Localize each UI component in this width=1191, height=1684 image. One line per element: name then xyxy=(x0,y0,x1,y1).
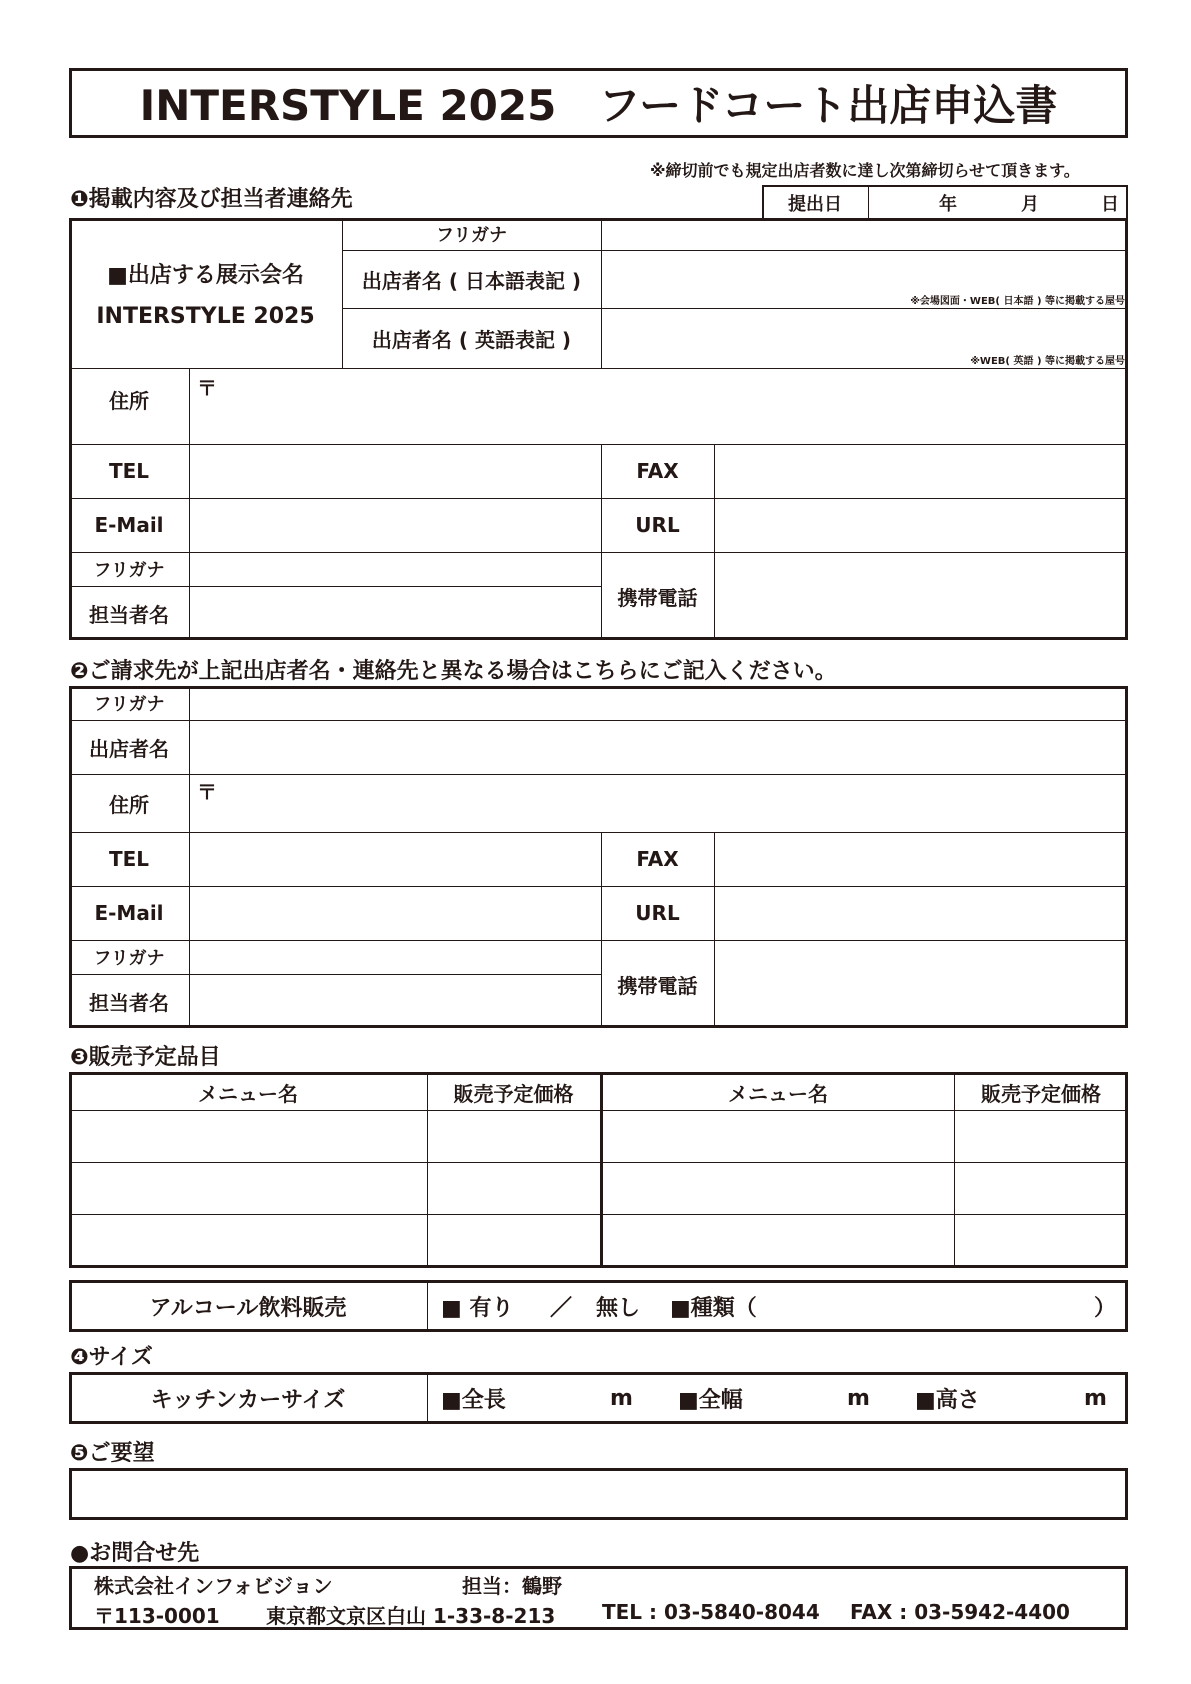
billing-contact-furigana-label: フリガナ xyxy=(93,948,165,969)
billing-url-label: URL xyxy=(635,901,680,925)
price-cell[interactable] xyxy=(430,1112,598,1161)
menu-cell[interactable] xyxy=(72,1112,425,1161)
section4-heading: ❹サイズ xyxy=(70,1345,153,1370)
submit-month: 月 xyxy=(1021,193,1039,215)
postal-mark: 〒 xyxy=(197,376,217,400)
deadline-notice: ※締切前でも規定出店者数に達し次第締切らせて頂きます。 xyxy=(650,161,1080,180)
kitchen-size-label: キッチンカーサイズ xyxy=(150,1387,346,1413)
contact-tel: TEL : 03-5840-8044 xyxy=(602,1600,820,1624)
alcohol-no-option[interactable]: 無し xyxy=(596,1295,641,1321)
billing-mobile-input[interactable] xyxy=(716,942,1125,1026)
section2-heading: ❷ご請求先が上記出店者名・連絡先と異なる場合はこちらにご記入ください。 xyxy=(70,659,837,684)
billing-address-label: 住所 xyxy=(109,792,149,817)
billing-tel-label: TEL xyxy=(108,847,150,871)
furigana-input[interactable] xyxy=(603,221,1125,249)
menu-cell[interactable] xyxy=(605,1112,952,1161)
width-input[interactable] xyxy=(752,1378,842,1418)
height-input[interactable] xyxy=(989,1378,1079,1418)
alcohol-yes-option[interactable]: ■ 有り xyxy=(441,1295,514,1321)
alcohol-type-close: ） xyxy=(1094,1295,1117,1321)
height-unit: m xyxy=(1084,1385,1107,1411)
furigana-label: フリガナ xyxy=(435,225,508,246)
price-cell[interactable] xyxy=(957,1216,1125,1265)
name-en-note: ※WEB( 英語 ) 等に掲載する屋号 xyxy=(970,356,1125,367)
menu-cell[interactable] xyxy=(72,1216,425,1265)
fax-input[interactable] xyxy=(716,446,1125,497)
billing-fax-input[interactable] xyxy=(716,834,1125,885)
email-input[interactable] xyxy=(191,500,599,551)
name-en-label: 出店者名 ( 英語表記 ) xyxy=(371,327,572,352)
billing-url-input[interactable] xyxy=(716,888,1125,939)
mobile-label: 携帯電話 xyxy=(617,585,698,610)
contact-fax: FAX : 03-5942-4400 xyxy=(850,1600,1070,1624)
billing-address-input[interactable] xyxy=(220,776,1125,831)
contact-furigana-label: フリガナ xyxy=(93,560,165,581)
length-input[interactable] xyxy=(515,1378,605,1418)
billing-tel-input[interactable] xyxy=(191,834,599,885)
address-label: 住所 xyxy=(109,388,149,413)
menu-header-right: メニュー名 xyxy=(728,1081,828,1106)
menu-header-left: メニュー名 xyxy=(198,1081,298,1106)
billing-contact-furigana-input[interactable] xyxy=(191,942,599,973)
alcohol-type-input[interactable] xyxy=(770,1286,1090,1326)
name-jp-note: ※会場図面・WEB( 日本語 ) 等に掲載する屋号 xyxy=(910,296,1125,307)
page-title: INTERSTYLE 2025 フードコート出店申込書 xyxy=(139,81,1058,130)
section1-heading: ❶掲載内容及び担当者連絡先 xyxy=(70,187,353,212)
contact-address: 東京都文京区白山 1-33-8-213 xyxy=(266,1604,556,1628)
price-header-left: 販売予定価格 xyxy=(453,1081,574,1106)
billing-mobile-label: 携帯電話 xyxy=(617,973,698,998)
submit-day: 日 xyxy=(1101,193,1119,215)
billing-contact-name-label: 担当者名 xyxy=(89,990,169,1015)
contact-name-input[interactable] xyxy=(191,588,599,638)
price-cell[interactable] xyxy=(430,1216,598,1265)
billing-furigana-label: フリガナ xyxy=(93,694,165,715)
width-label: ■全幅 xyxy=(678,1387,743,1413)
fax-label: FAX xyxy=(636,459,679,483)
length-label: ■全長 xyxy=(441,1387,506,1413)
billing-email-label: E-Mail xyxy=(94,901,164,925)
submit-year: 年 xyxy=(939,193,957,215)
alcohol-separator: ／ xyxy=(550,1295,573,1321)
contact-furigana-input[interactable] xyxy=(191,554,599,585)
requests-input[interactable] xyxy=(72,1471,1125,1517)
billing-fax-label: FAX xyxy=(636,847,679,871)
price-cell[interactable] xyxy=(957,1112,1125,1161)
exhibition-name: INTERSTYLE 2025 xyxy=(96,303,315,329)
alcohol-type-label: ■種類（ xyxy=(670,1295,757,1321)
tel-label: TEL xyxy=(108,459,150,483)
section5-heading: ❺ご要望 xyxy=(70,1441,155,1466)
width-unit: m xyxy=(847,1385,870,1411)
price-cell[interactable] xyxy=(430,1164,598,1213)
menu-cell[interactable] xyxy=(605,1164,952,1213)
name-jp-label: 出店者名 ( 日本語表記 ) xyxy=(361,268,582,293)
billing-postal-mark: 〒 xyxy=(197,780,217,804)
height-label: ■高さ xyxy=(915,1387,980,1413)
contact-name-label: 担当者名 xyxy=(89,602,169,627)
address-input[interactable] xyxy=(220,370,1125,442)
submit-date-label: 提出日 xyxy=(788,193,842,215)
tel-input[interactable] xyxy=(191,446,599,497)
section3-heading: ❸販売予定品目 xyxy=(70,1045,221,1070)
contact-heading: ●お問合せ先 xyxy=(70,1541,200,1566)
menu-cell[interactable] xyxy=(72,1164,425,1213)
billing-email-input[interactable] xyxy=(191,888,599,939)
email-label: E-Mail xyxy=(94,513,164,537)
url-label: URL xyxy=(635,513,680,537)
billing-name-input[interactable] xyxy=(191,722,1125,773)
exhibition-label: ■出店する展示会名 xyxy=(107,262,304,288)
url-input[interactable] xyxy=(716,500,1125,551)
billing-name-label: 出店者名 xyxy=(89,736,169,761)
contact-person: 担当：鶴野 xyxy=(462,1574,562,1598)
price-cell[interactable] xyxy=(957,1164,1125,1213)
submit-date-field[interactable] xyxy=(870,187,1126,218)
contact-postal: 〒113-0001 xyxy=(94,1604,220,1628)
billing-furigana-input[interactable] xyxy=(191,688,1125,719)
price-header-right: 販売予定価格 xyxy=(981,1081,1101,1106)
menu-cell[interactable] xyxy=(605,1216,952,1265)
length-unit: m xyxy=(610,1385,633,1411)
mobile-input[interactable] xyxy=(716,554,1125,638)
billing-contact-name-input[interactable] xyxy=(191,976,599,1026)
alcohol-label: アルコール飲料販売 xyxy=(149,1295,347,1321)
contact-company: 株式会社インフォビジョン xyxy=(94,1574,333,1598)
